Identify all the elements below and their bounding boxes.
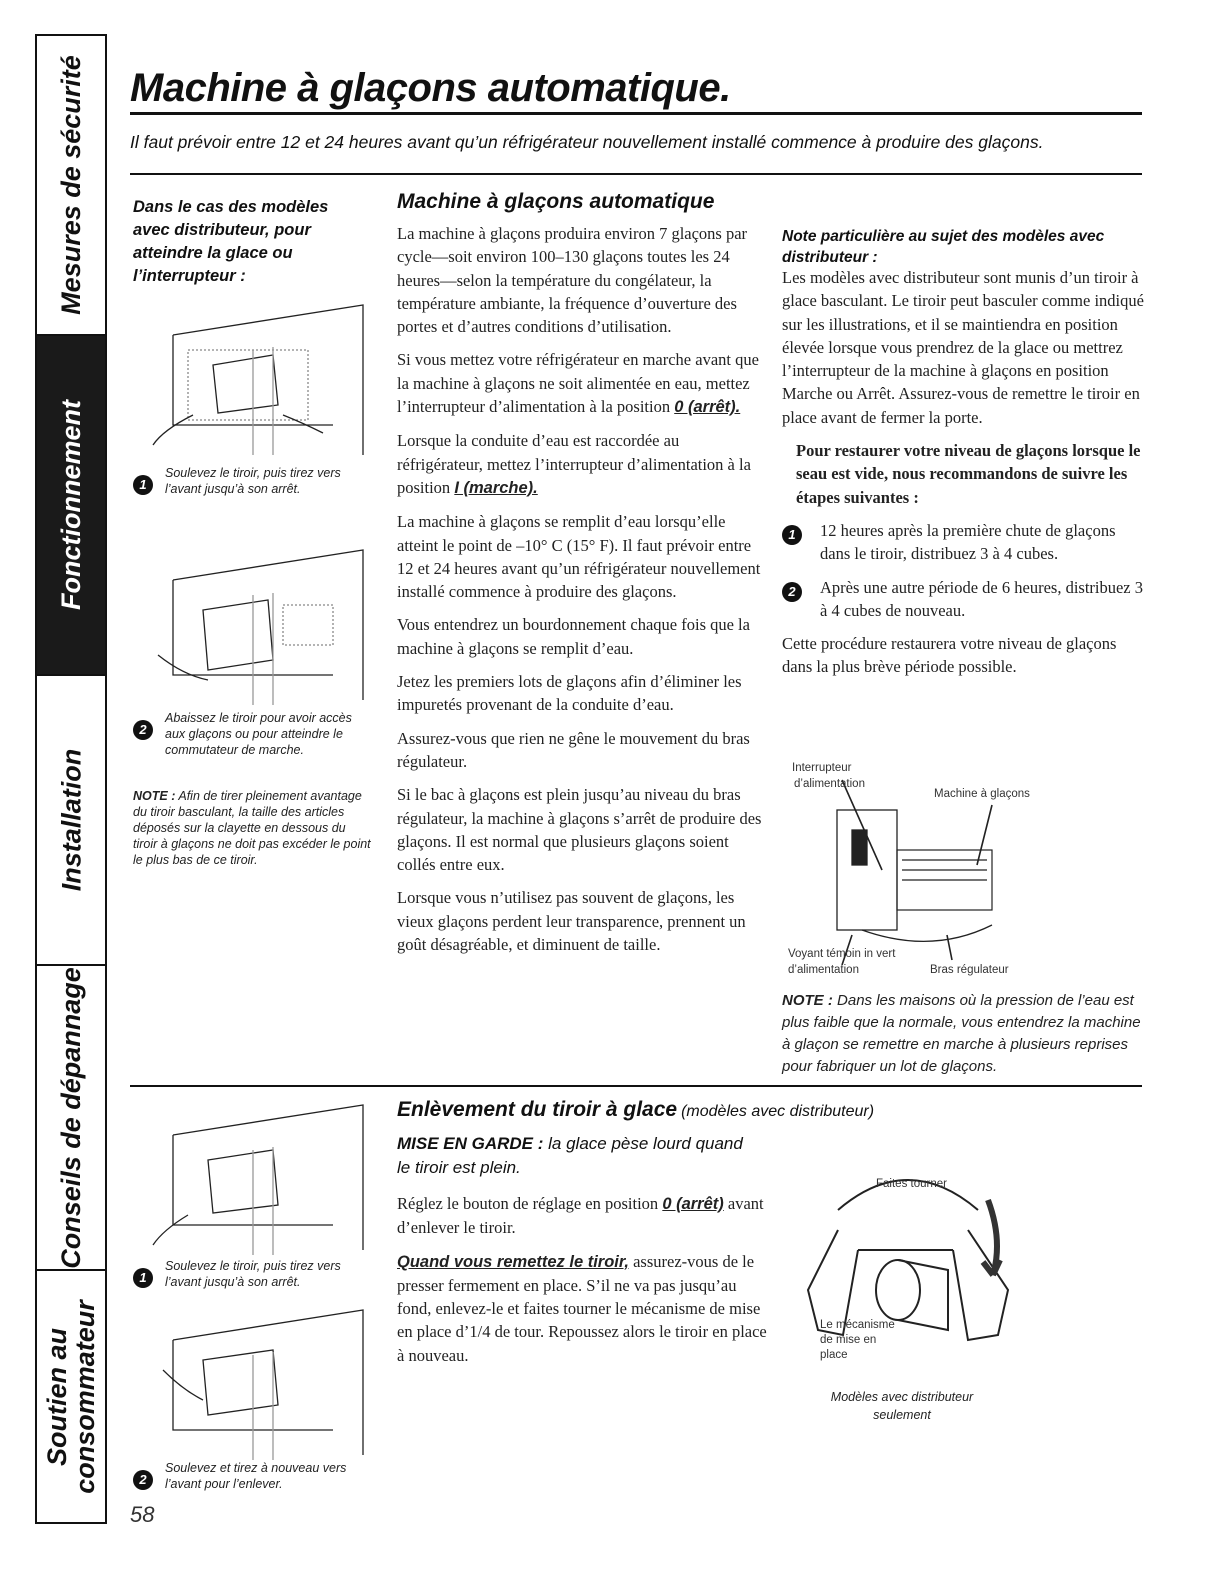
page-number: 58 <box>130 1502 155 1527</box>
removal-heading-sub: (modèles avec distributeur) <box>681 1103 875 1120</box>
step-caption: Abaissez le tiroir pour avoir accès aux glaçons ou pour atteindre le commutateur de marche. <box>165 711 352 757</box>
mechanism-caption: Modèles avec distributeur seulement <box>830 1390 974 1422</box>
mechanism-diagram <box>778 1140 1028 1375</box>
tab-troubleshooting[interactable] <box>37 966 105 1271</box>
paragraph: La machine à glaçons se remplit d’eau lorsqu’elle atteint le point de –10° C (15° F). Il faut prévoir entre 12 et 24 heures avant qu’un réfrigérateur nouvellement installé commence à produire des glaçons. <box>397 512 761 602</box>
step-caption: Soulevez le tiroir, puis tirez vers l’avant jusqu’à son arrêt. <box>165 466 341 496</box>
note-text: Dans les maisons où la pression de l’eau est plus faible que la normale, vous entendrez la machine à glaçon se remettre en marche à plusieurs reprises pour fabriquer un lot de glaçons. <box>782 992 1141 1075</box>
note-text: Afin de tirer pleinement avantage du tiroir basculant, la taille des articles déposés sur la clayette en dessous du tiroir à glaçons ne doit pas excéder le point le plus bas de ce tiroir. <box>133 789 371 867</box>
paragraph: Si le bac à glaçons est plein jusqu’au niveau du bras régulateur, la machine à glaçons s’arrêt de produire des glaçons. Il est normal que plusieurs glaçons soient collés entre eux. <box>397 785 762 875</box>
section-sidebar <box>35 34 107 1524</box>
removal-rule <box>130 1085 1142 1087</box>
paragraph: Les modèles avec distributeur sont munis d’un tiroir à glace basculant. Le tiroir peut basculer comme indiqué sur les illustrations, et il se maintiendra en position élevée lorsque vous prendrez de la glace ou mettrez l’interrupteur de la machine à glaçons en position Marche ou Arrêt. Assurez-vous de remettre le tiroir en place avant de fermer la porte. <box>782 268 1144 427</box>
page-title: Machine à glaçons automatique. <box>130 66 731 110</box>
title-rule <box>130 112 1142 115</box>
restore-step-2 <box>782 576 1144 623</box>
paragraph: Quand vous remettez le tiroir, assurez-vous de le presser fermement en place. S’il ne va pas jusqu’au fond, enlevez-le et faites tourner le mécanisme de mise en place d’1/4 de tour. Repoussez alors le tiroir en place à nouveau. <box>397 1251 767 1365</box>
tab-troubleshooting-label: Conseils de dépannage <box>56 966 87 1269</box>
tab-installation-label: Installation <box>56 748 87 892</box>
paragraph: Assurez-vous que rien ne gêne le mouvement du bras régulateur. <box>397 728 750 771</box>
mechanism-drawing <box>778 1140 1028 1375</box>
paragraph: Jetez les premiers lots de glaçons afin d’éliminer les impuretés provenant de la conduite d’eau. <box>397 672 742 715</box>
drawer-remove-lift-illustration <box>133 1095 378 1255</box>
arm-label: Bras régulateur <box>930 964 1009 976</box>
left-heading: Dans le cas des modèles avec distributeur, pour atteindre la glace ou l’interrupteur : <box>133 198 329 285</box>
icemaker-label: Machine à glaçons <box>934 788 1030 800</box>
paragraph: Si vous mettez votre réfrigérateur en marche avant que la machine à glaçons ne soit alimentée en eau, mettez l’interrupteur d’alimentation à la position 0 (arrêt). <box>397 350 759 417</box>
removal-heading: Enlèvement du tiroir à glace <box>397 1098 678 1121</box>
note-label: NOTE : <box>133 789 176 803</box>
step-text: 12 heures après la première chute de glaçons dans le tiroir, distribuez 3 à 4 cubes. <box>820 520 1116 564</box>
caution-label: MISE EN GARDE : <box>397 1134 544 1153</box>
drawer-remove-pull-illustration <box>133 1300 378 1460</box>
tab-consumer-support-label: Soutien au consommateur <box>42 1299 100 1494</box>
step-number: 1 <box>782 525 802 545</box>
step-text: Après une autre période de 6 heures, distribuez 3 à 4 cubes de nouveau. <box>820 577 1144 620</box>
tab-safety-label: Mesures de sécurité <box>56 55 86 315</box>
tab-safety[interactable] <box>37 36 105 336</box>
light-label-1: Voyant témoin in vert <box>788 948 896 960</box>
removal-body <box>397 1192 767 1377</box>
paragraph: Lorsque la conduite d’eau est raccordée au réfrigérateur, mettez l’interrupteur d’alimentation à la position I (marche). <box>397 431 751 497</box>
removal-step-1 <box>133 1258 373 1290</box>
step-caption: Soulevez et tirez à nouveau vers l’avant pour l’enlever. <box>165 1461 347 1491</box>
lead-text: Il faut prévoir entre 12 et 24 heures avant qu’un réfrigérateur nouvellement installé commence à produire des glaçons. <box>130 132 1044 152</box>
removal-step-2 <box>133 1460 373 1492</box>
paragraph: Réglez le bouton de réglage en position 0 (arrêt) avant d’enlever le tiroir. <box>397 1194 764 1238</box>
note-label: NOTE : <box>782 992 833 1009</box>
drawer-tilt-illustration <box>133 535 378 705</box>
turn-label: Faites tourner <box>876 1178 947 1190</box>
restore-heading: Pour restaurer votre niveau de glaçons lorsque le seau est vide, nous recommandons de suivre les étapes suivantes : <box>796 441 1141 507</box>
icemaker-diagram <box>782 760 1142 985</box>
caution-block <box>397 1132 757 1180</box>
tab-installation[interactable] <box>37 676 105 966</box>
right-note <box>782 990 1144 1078</box>
left-step-1 <box>133 465 373 497</box>
mechanism-label: Le mécanisme de mise en place <box>820 1319 895 1361</box>
step-number: 2 <box>133 1470 153 1490</box>
switch-label-2: d’alimentation <box>794 778 865 790</box>
right-heading: Note particulière au sujet des modèles avec distributeur : <box>782 228 1105 266</box>
middle-heading: Machine à glaçons automatique <box>397 190 715 213</box>
left-note <box>133 788 373 868</box>
right-body <box>782 266 1144 689</box>
tab-consumer-support[interactable] <box>37 1271 105 1522</box>
tab-operation[interactable] <box>37 336 105 676</box>
switch-label-1: Interrupteur <box>792 762 852 774</box>
paragraph: Cette procédure restaurera votre niveau de glaçons dans la plus brève période possible. <box>782 634 1117 677</box>
middle-body <box>397 222 762 966</box>
step-number: 1 <box>133 475 153 495</box>
step-number: 2 <box>782 582 802 602</box>
paragraph: La machine à glaçons produira environ 7 glaçons par cycle—soit environ 100–130 glaçons toutes les 24 heures—selon la température du congélateur, la température ambiante, la fréquence d’ouverture des portes et d’autres conditions d’utilisation. <box>397 224 748 337</box>
step-number: 2 <box>133 720 153 740</box>
drawer-lift-illustration <box>133 295 378 460</box>
section-rule <box>130 173 1142 175</box>
caution-text: la glace pèse lourd quand le tiroir est plein. <box>397 1134 743 1177</box>
step-caption: Soulevez le tiroir, puis tirez vers l’avant jusqu’à son arrêt. <box>165 1259 341 1289</box>
restore-step-1 <box>782 519 1144 566</box>
removal-heading-row <box>397 1098 874 1122</box>
paragraph: Vous entendrez un bourdonnement chaque fois que la machine à glaçons se remplit d’eau. <box>397 615 750 658</box>
paragraph: Lorsque vous n’utilisez pas souvent de glaçons, les vieux glaçons perdent leur transparence, prennent un goût désagréable, et diminuent de taille. <box>397 888 746 955</box>
left-step-2 <box>133 710 373 758</box>
step-number: 1 <box>133 1268 153 1288</box>
tab-operation-label: Fonctionnement <box>56 400 86 610</box>
light-label-2: d’alimentation <box>788 964 859 976</box>
